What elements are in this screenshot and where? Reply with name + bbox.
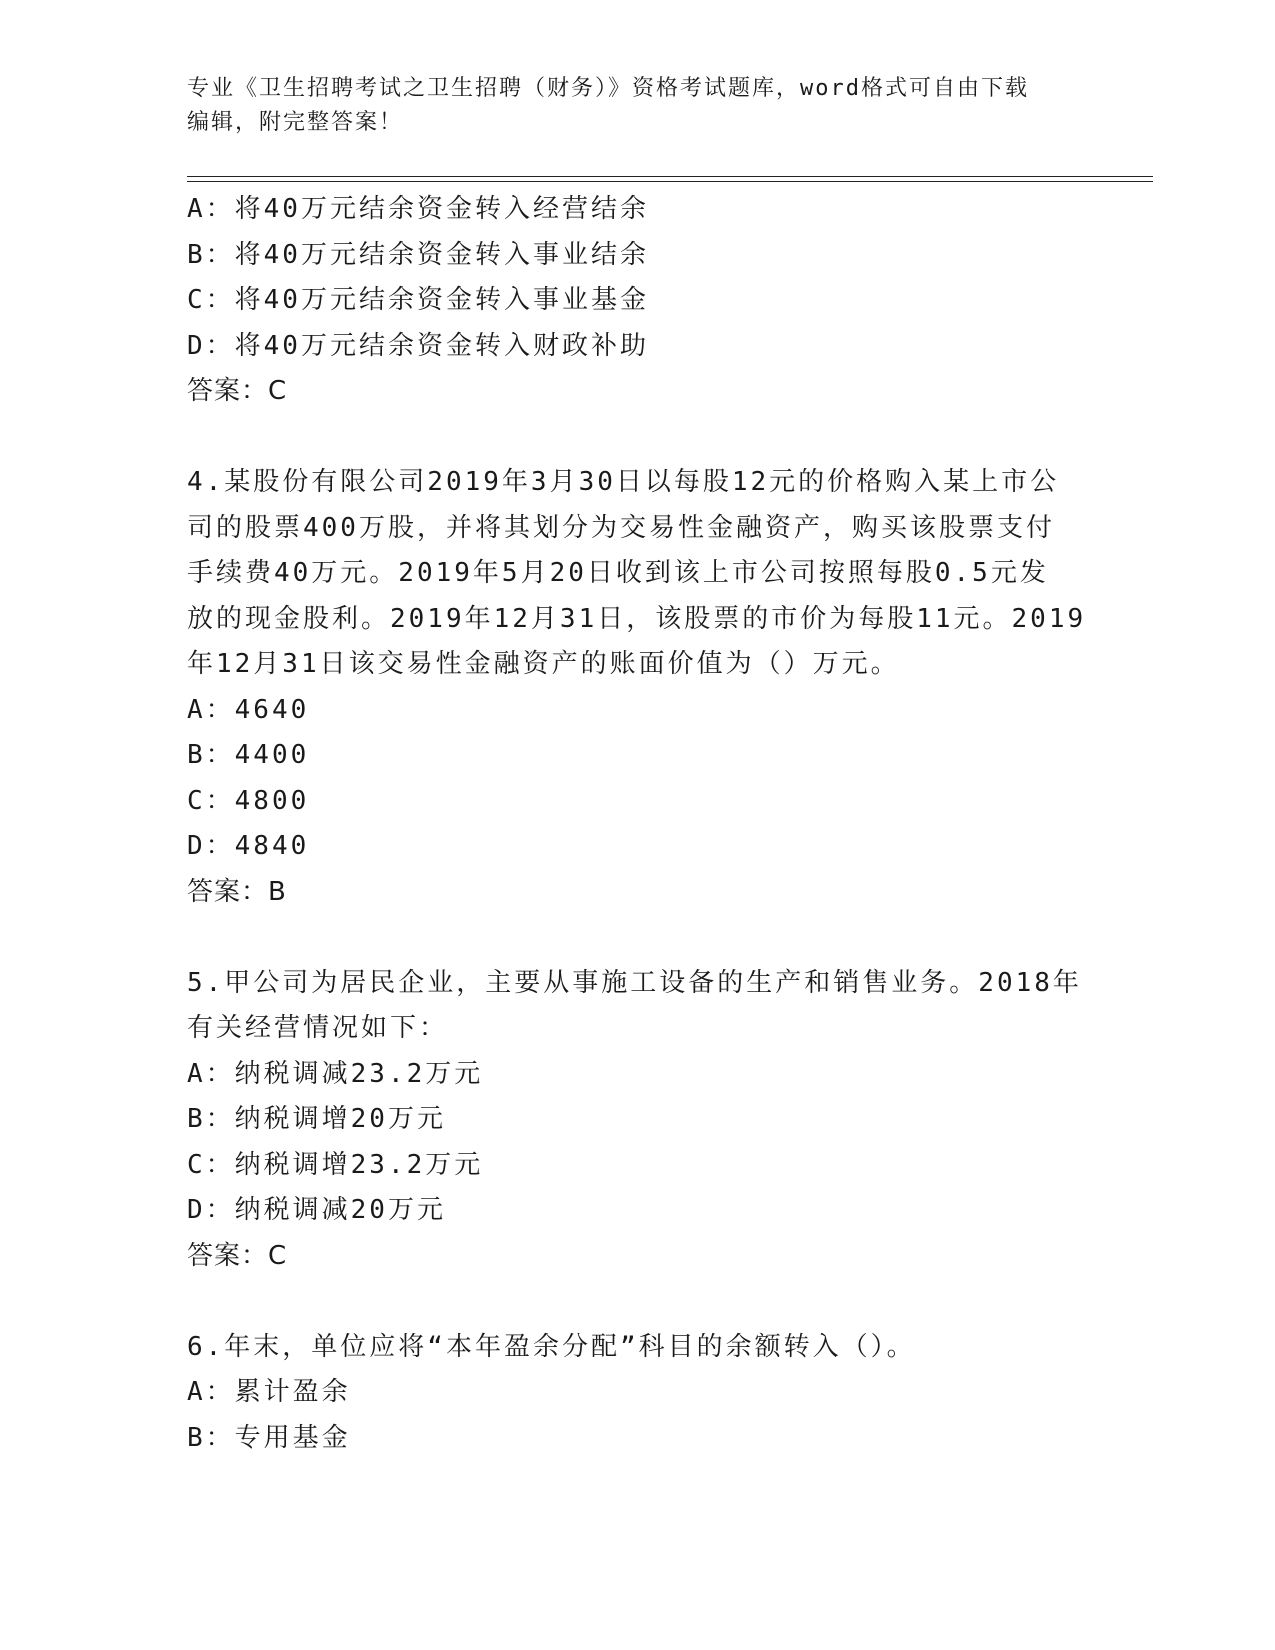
question-stem-line: 4.某股份有限公司2019年3月30日以每股12元的价格购入某上市公	[187, 467, 1060, 497]
question-stem-line: 司的股票400万股，并将其划分为交易性金融资产，购买该股票支付	[187, 512, 1055, 543]
question-list	[187, 187, 1087, 1461]
question-stem-line: 放的现金股利。2019年12月31日，该股票的市价为每股11元。2019	[187, 603, 1087, 634]
spacer	[187, 415, 1087, 461]
option-b: B：将40万元结余资金转入事业结余	[187, 239, 649, 270]
option-d: D：4840	[187, 831, 310, 861]
header-divider-top	[187, 176, 1153, 177]
option-b: B：纳税调增20万元	[187, 1104, 446, 1134]
header-line-1: 专业《卫生招聘考试之卫生招聘（财务）》资格考试题库，word格式可自由下载	[187, 76, 1029, 101]
answer: 答案：C	[187, 1240, 288, 1271]
question-5	[187, 961, 1087, 1280]
option-c: C：将40万元结余资金转入事业基金	[187, 285, 649, 315]
spacer	[187, 915, 1087, 961]
option-a: A：将40万元结余资金转入经营结余	[187, 194, 649, 224]
option-a: A：纳税调减23.2万元	[187, 1058, 484, 1089]
header-line-2: 编辑，附完整答案！	[187, 110, 404, 135]
question-4	[187, 460, 1087, 915]
question-stem-line: 6.年末，单位应将“本年盈余分配”科目的余额转入（）。	[187, 1331, 916, 1362]
question-stem-line: 有关经营情况如下：	[187, 1013, 449, 1043]
option-a: A：累计盈余	[187, 1377, 351, 1407]
answer: 答案：B	[187, 876, 287, 907]
option-b: B：4400	[187, 740, 310, 770]
question-stem-line: 5.甲公司为居民企业，主要从事施工设备的生产和销售业务。2018年	[187, 967, 1082, 998]
option-c: C：4800	[187, 785, 310, 816]
header-divider-bottom	[187, 181, 1153, 182]
question-3	[187, 187, 1087, 415]
answer: 答案：C	[187, 376, 288, 406]
question-6	[187, 1325, 1087, 1462]
option-b: B：专用基金	[187, 1422, 351, 1453]
question-stem-line: 手续费40万元。2019年5月20日收到该上市公司按照每股0.5元发	[187, 558, 1049, 588]
question-stem-line: 年12月31日该交易性金融资产的账面价值为（）万元。	[187, 649, 900, 679]
option-c: C：纳税调增23.2万元	[187, 1149, 484, 1180]
option-a: A：4640	[187, 694, 310, 725]
option-d: D：纳税调减20万元	[187, 1195, 446, 1225]
spacer	[187, 1279, 1087, 1325]
option-d: D：将40万元结余资金转入财政补助	[187, 330, 649, 361]
document-header	[187, 72, 1067, 140]
